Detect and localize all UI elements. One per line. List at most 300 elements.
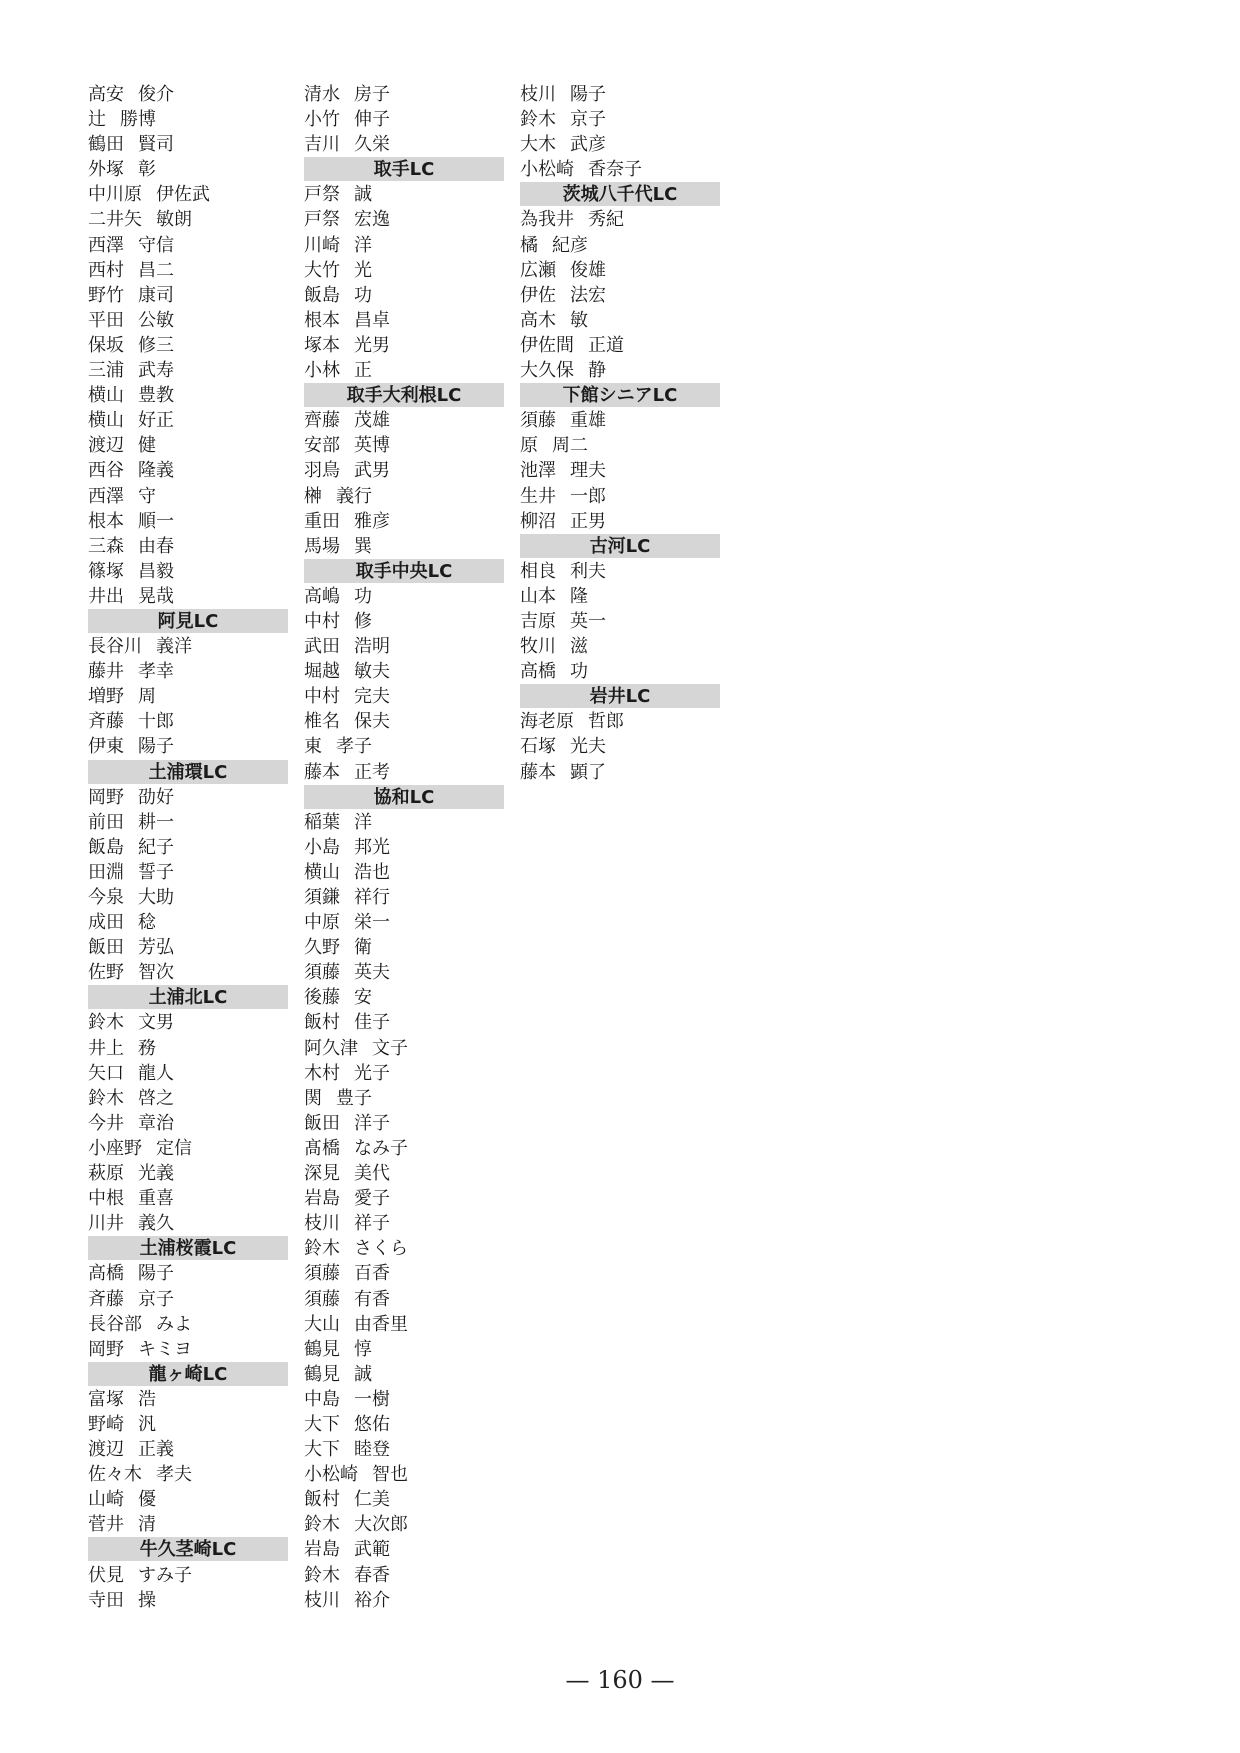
member-family-name: 山崎	[88, 1489, 124, 1511]
member-name-row	[520, 358, 720, 383]
member-given-name: 十郎	[138, 711, 174, 733]
member-family-name: 稲葉	[304, 811, 340, 833]
member-family-name: 高安	[88, 84, 124, 105]
member-name-row	[304, 182, 504, 207]
member-family-name: 深見	[304, 1163, 340, 1185]
member-name-row	[88, 1337, 288, 1362]
member-name-row	[304, 358, 504, 383]
member-family-name: 篠塚	[88, 560, 124, 582]
member-name-row	[88, 634, 288, 659]
member-given-name: 浩明	[354, 636, 390, 658]
member-family-name: 中原	[304, 912, 340, 934]
member-given-name: 龍人	[138, 1062, 174, 1084]
member-name-row	[304, 1412, 504, 1437]
member-name-row	[88, 1161, 288, 1186]
member-family-name: 枝川	[520, 84, 556, 105]
member-column-3	[520, 82, 720, 785]
member-family-name: 武田	[304, 636, 340, 658]
member-name-row	[88, 835, 288, 860]
member-given-name: 滋	[570, 636, 588, 658]
member-family-name: 藤井	[88, 661, 124, 683]
member-name-row	[520, 709, 720, 734]
member-name-row	[88, 484, 288, 509]
member-name-row	[88, 1387, 288, 1412]
member-given-name: 法宏	[570, 284, 606, 306]
member-given-name: 武男	[354, 460, 390, 482]
member-name-row	[304, 1261, 504, 1286]
member-name-row	[304, 433, 504, 458]
member-name-row	[520, 157, 720, 182]
member-family-name: 椎名	[304, 711, 340, 733]
member-given-name: 公敏	[138, 309, 174, 331]
member-name-row	[304, 1437, 504, 1462]
member-given-name: 房子	[354, 84, 390, 105]
member-given-name: 啓之	[138, 1087, 174, 1109]
member-name-row	[88, 1563, 288, 1588]
member-family-name: 大下	[304, 1439, 340, 1461]
member-given-name: 文子	[372, 1037, 408, 1059]
member-given-name: 秀紀	[588, 209, 624, 231]
member-name-row	[304, 132, 504, 157]
member-name-row	[88, 584, 288, 609]
member-name-row	[88, 207, 288, 232]
member-family-name: 岩島	[304, 1539, 340, 1561]
member-given-name: 由春	[138, 535, 174, 557]
member-family-name: 鈴木	[88, 1087, 124, 1109]
member-name-row	[304, 860, 504, 885]
member-family-name: 戸祭	[304, 209, 340, 231]
member-family-name: 井出	[88, 585, 124, 607]
member-given-name: 美代	[354, 1163, 390, 1185]
member-family-name: 生井	[520, 485, 556, 507]
member-given-name: みよ	[156, 1313, 192, 1335]
member-name-row	[520, 433, 720, 458]
member-given-name: 洋	[354, 811, 372, 833]
member-given-name: 光	[354, 259, 372, 281]
member-given-name: キミヨ	[138, 1338, 192, 1360]
member-family-name: 大木	[520, 134, 556, 156]
member-given-name: 睦登	[354, 1439, 390, 1461]
member-family-name: 西澤	[88, 485, 124, 507]
member-given-name: 祥子	[354, 1213, 390, 1235]
member-name-row	[520, 559, 720, 584]
member-given-name: 宏逸	[354, 209, 390, 231]
member-given-name: 周	[138, 686, 156, 708]
member-given-name: 賢司	[138, 134, 174, 156]
member-given-name: 光義	[138, 1163, 174, 1185]
member-name-row	[304, 1010, 504, 1035]
member-name-row	[520, 82, 720, 107]
member-family-name: 重田	[304, 510, 340, 532]
member-family-name: 斉藤	[88, 711, 124, 733]
member-name-row	[304, 1111, 504, 1136]
member-name-row	[88, 182, 288, 207]
member-given-name: 昌二	[138, 259, 174, 281]
member-name-row	[520, 659, 720, 684]
member-given-name: 晃哉	[138, 585, 174, 607]
member-given-name: 優	[138, 1489, 156, 1511]
club-section-header: 岩井LC	[520, 684, 720, 708]
member-given-name: 順一	[138, 510, 174, 532]
member-given-name: 顕了	[570, 761, 606, 783]
member-given-name: 武寿	[138, 360, 174, 382]
member-name-row	[88, 910, 288, 935]
club-section-header: 牛久茎崎LC	[88, 1537, 288, 1561]
member-family-name: 横山	[88, 385, 124, 407]
member-family-name: 伊佐	[520, 284, 556, 306]
member-given-name: 孝夫	[156, 1464, 192, 1486]
member-given-name: 春香	[354, 1564, 390, 1586]
member-family-name: 山本	[520, 585, 556, 607]
member-family-name: 久野	[304, 937, 340, 959]
member-name-row	[304, 1588, 504, 1613]
member-family-name: 今井	[88, 1112, 124, 1134]
member-family-name: 外塚	[88, 159, 124, 181]
member-name-row	[520, 634, 720, 659]
member-family-name: 大竹	[304, 259, 340, 281]
member-name-row	[88, 1512, 288, 1537]
member-given-name: 仁美	[354, 1489, 390, 1511]
member-family-name: 戸祭	[304, 184, 340, 206]
member-family-name: 大久保	[520, 360, 574, 382]
page-number: — 160 —	[565, 1666, 675, 1694]
member-given-name: すみ子	[138, 1564, 192, 1586]
member-name-row	[304, 333, 504, 358]
member-family-name: 相良	[520, 560, 556, 582]
member-given-name: 英一	[570, 610, 606, 632]
member-family-name: 長谷川	[88, 636, 142, 658]
member-given-name: 有香	[354, 1288, 390, 1310]
member-family-name: 藤本	[304, 761, 340, 783]
member-family-name: 田淵	[88, 861, 124, 883]
member-given-name: 昌卓	[354, 309, 390, 331]
member-name-row	[88, 1111, 288, 1136]
member-name-row	[304, 233, 504, 258]
member-given-name: 悠佑	[354, 1413, 390, 1435]
member-family-name: 海老原	[520, 711, 574, 733]
member-given-name: 香奈子	[588, 159, 642, 181]
member-family-name: 富塚	[88, 1388, 124, 1410]
member-family-name: 三森	[88, 535, 124, 557]
member-family-name: 中川原	[88, 184, 142, 206]
member-given-name: 汎	[138, 1413, 156, 1435]
member-name-row	[304, 484, 504, 509]
member-family-name: 岡野	[88, 1338, 124, 1360]
member-name-row	[304, 1312, 504, 1337]
member-given-name: 愛子	[354, 1188, 390, 1210]
member-name-row	[88, 785, 288, 810]
member-name-row	[88, 659, 288, 684]
member-name-row	[520, 609, 720, 634]
member-name-row	[304, 1136, 504, 1161]
member-family-name: 飯田	[88, 937, 124, 959]
member-name-row	[88, 1186, 288, 1211]
member-name-row	[520, 760, 720, 785]
member-given-name: 功	[354, 585, 372, 607]
member-given-name: 哲郎	[588, 711, 624, 733]
member-family-name: 飯島	[304, 284, 340, 306]
member-family-name: 西村	[88, 259, 124, 281]
member-name-row	[88, 1010, 288, 1035]
member-name-row	[88, 408, 288, 433]
member-given-name: 邦光	[354, 836, 390, 858]
club-section-header: 協和LC	[304, 785, 504, 809]
member-family-name: 小松崎	[304, 1464, 358, 1486]
member-name-row	[88, 1437, 288, 1462]
member-given-name: 正道	[588, 334, 624, 356]
club-section-header: 古河LC	[520, 534, 720, 558]
member-given-name: 文男	[138, 1012, 174, 1034]
member-name-row	[520, 408, 720, 433]
member-name-row	[88, 1412, 288, 1437]
member-given-name: 章治	[138, 1112, 174, 1134]
member-family-name: 寺田	[88, 1589, 124, 1611]
member-given-name: 誠	[354, 184, 372, 206]
member-name-row	[88, 82, 288, 107]
member-given-name: 耕一	[138, 811, 174, 833]
member-family-name: 飯島	[88, 836, 124, 858]
member-family-name: 大下	[304, 1413, 340, 1435]
member-family-name: 小竹	[304, 109, 340, 131]
member-family-name: 須藤	[304, 1263, 340, 1285]
member-given-name: 理夫	[570, 460, 606, 482]
member-family-name: 鈴木	[304, 1564, 340, 1586]
member-family-name: 萩原	[88, 1163, 124, 1185]
member-given-name: 義行	[336, 485, 372, 507]
member-name-row	[304, 82, 504, 107]
member-name-row	[520, 484, 720, 509]
member-name-row	[520, 207, 720, 232]
member-family-name: 須藤	[304, 962, 340, 984]
member-family-name: 小座野	[88, 1137, 142, 1159]
member-given-name: 光男	[354, 334, 390, 356]
club-section-header: 取手中央LC	[304, 559, 504, 583]
member-given-name: さくら	[354, 1238, 408, 1260]
member-family-name: 渡辺	[88, 435, 124, 457]
member-name-row	[520, 283, 720, 308]
member-family-name: 高橋	[520, 661, 556, 683]
member-given-name: 衛	[354, 937, 372, 959]
member-family-name: 佐々木	[88, 1464, 142, 1486]
member-name-row	[520, 258, 720, 283]
member-family-name: 根本	[88, 510, 124, 532]
member-given-name: 敏朗	[156, 209, 192, 231]
member-name-row	[304, 760, 504, 785]
member-name-row	[304, 207, 504, 232]
member-family-name: 広瀬	[520, 259, 556, 281]
member-name-row	[88, 885, 288, 910]
member-name-row	[520, 132, 720, 157]
member-family-name: 中村	[304, 610, 340, 632]
member-given-name: 静	[588, 360, 606, 382]
member-family-name: 吉川	[304, 134, 340, 156]
member-given-name: 光夫	[570, 736, 606, 758]
member-given-name: 久栄	[354, 134, 390, 156]
member-family-name: 飯田	[304, 1112, 340, 1134]
member-family-name: 池澤	[520, 460, 556, 482]
member-name-row	[88, 258, 288, 283]
member-given-name: 守信	[138, 234, 174, 256]
member-given-name: 義久	[138, 1213, 174, 1235]
member-name-row	[88, 960, 288, 985]
member-name-row	[88, 935, 288, 960]
member-given-name: 俊雄	[570, 259, 606, 281]
member-given-name: 功	[354, 284, 372, 306]
member-name-row	[304, 1387, 504, 1412]
member-name-row	[88, 1061, 288, 1086]
member-family-name: 鈴木	[520, 109, 556, 131]
member-family-name: 鶴見	[304, 1363, 340, 1385]
member-name-row	[88, 860, 288, 885]
member-family-name: 西澤	[88, 234, 124, 256]
member-given-name: 浩	[138, 1388, 156, 1410]
member-given-name: 安	[354, 987, 372, 1009]
member-name-row	[88, 132, 288, 157]
member-family-name: 辻	[88, 109, 106, 131]
member-name-row	[88, 358, 288, 383]
member-family-name: 三浦	[88, 360, 124, 382]
member-given-name: 稔	[138, 912, 156, 934]
member-family-name: 羽鳥	[304, 460, 340, 482]
member-family-name: 渡辺	[88, 1439, 124, 1461]
member-given-name: 陽子	[138, 736, 174, 758]
member-family-name: 髙橋	[304, 1137, 340, 1159]
member-given-name: 武彦	[570, 134, 606, 156]
member-family-name: 鶴田	[88, 134, 124, 156]
member-given-name: 茂雄	[354, 410, 390, 432]
member-family-name: 矢口	[88, 1062, 124, 1084]
member-family-name: 齊藤	[304, 410, 340, 432]
member-family-name: 菅井	[88, 1514, 124, 1536]
member-family-name: 堀越	[304, 661, 340, 683]
member-given-name: 康司	[138, 284, 174, 306]
member-given-name: 守	[138, 485, 156, 507]
member-given-name: 健	[138, 435, 156, 457]
member-name-row	[520, 308, 720, 333]
member-name-row	[304, 935, 504, 960]
member-family-name: 高木	[520, 309, 556, 331]
member-family-name: 枝川	[304, 1589, 340, 1611]
member-family-name: 鈴木	[304, 1238, 340, 1260]
member-given-name: 功	[570, 661, 588, 683]
member-name-row	[88, 333, 288, 358]
member-family-name: 吉原	[520, 610, 556, 632]
member-name-row	[88, 1036, 288, 1061]
member-name-row	[304, 308, 504, 333]
member-name-row	[304, 634, 504, 659]
member-name-row	[304, 734, 504, 759]
member-name-row	[88, 107, 288, 132]
member-name-row	[88, 233, 288, 258]
club-section-header: 取手LC	[304, 157, 504, 181]
member-name-row	[88, 534, 288, 559]
member-given-name: 昌毅	[138, 560, 174, 582]
member-given-name: 孝幸	[138, 661, 174, 683]
member-family-name: 柳沼	[520, 510, 556, 532]
member-family-name: 横山	[304, 861, 340, 883]
member-name-row	[304, 910, 504, 935]
member-name-row	[88, 1487, 288, 1512]
member-given-name: 修三	[138, 334, 174, 356]
member-given-name: 重喜	[138, 1188, 174, 1210]
member-family-name: 安部	[304, 435, 340, 457]
member-given-name: 京子	[138, 1288, 174, 1310]
member-family-name: 川井	[88, 1213, 124, 1235]
member-given-name: 紀子	[138, 836, 174, 858]
member-name-row	[88, 1261, 288, 1286]
member-given-name: 誓子	[138, 861, 174, 883]
member-family-name: 伊東	[88, 736, 124, 758]
member-given-name: 智也	[372, 1464, 408, 1486]
member-given-name: 好正	[138, 410, 174, 432]
member-name-row	[304, 1186, 504, 1211]
member-name-row	[304, 1061, 504, 1086]
member-family-name: 榊	[304, 485, 322, 507]
member-given-name: 洋	[354, 234, 372, 256]
member-given-name: 操	[138, 1589, 156, 1611]
member-name-row	[88, 1086, 288, 1111]
member-given-name: 大次郎	[354, 1514, 408, 1536]
member-name-row	[304, 1287, 504, 1312]
member-given-name: 佳子	[354, 1012, 390, 1034]
member-family-name: 清水	[304, 84, 340, 105]
member-family-name: 藤本	[520, 761, 556, 783]
member-family-name: 中島	[304, 1388, 340, 1410]
member-name-row	[304, 960, 504, 985]
member-given-name: 由香里	[354, 1313, 408, 1335]
member-family-name: 岡野	[88, 786, 124, 808]
member-given-name: 豊教	[138, 385, 174, 407]
member-name-row	[304, 684, 504, 709]
member-name-row	[88, 383, 288, 408]
member-family-name: 須藤	[520, 410, 556, 432]
member-family-name: 長谷部	[88, 1313, 142, 1335]
member-family-name: 枝川	[304, 1213, 340, 1235]
member-name-row	[304, 408, 504, 433]
member-given-name: 一樹	[354, 1388, 390, 1410]
member-family-name: 原	[520, 435, 538, 457]
member-name-row	[88, 1136, 288, 1161]
member-given-name: 芳弘	[138, 937, 174, 959]
member-name-row	[304, 1362, 504, 1387]
member-family-name: 小林	[304, 360, 340, 382]
member-family-name: 大山	[304, 1313, 340, 1335]
club-section-header: 茨城八千代LC	[520, 182, 720, 206]
member-given-name: 彰	[138, 159, 156, 181]
member-name-row	[88, 433, 288, 458]
member-name-row	[304, 1487, 504, 1512]
member-name-row	[304, 1563, 504, 1588]
member-family-name: 飯村	[304, 1489, 340, 1511]
member-given-name: 周二	[552, 435, 588, 457]
member-given-name: 正男	[570, 510, 606, 532]
member-given-name: 俊介	[138, 84, 174, 105]
club-section-header: 土浦環LC	[88, 760, 288, 784]
member-name-row	[304, 107, 504, 132]
member-family-name: 中根	[88, 1188, 124, 1210]
member-given-name: 武範	[354, 1539, 390, 1561]
member-given-name: 隆	[570, 585, 588, 607]
member-given-name: 豊子	[336, 1087, 372, 1109]
member-name-row	[88, 308, 288, 333]
member-name-row	[304, 534, 504, 559]
member-given-name: 正	[354, 360, 372, 382]
member-name-row	[304, 709, 504, 734]
member-family-name: 高嶋	[304, 585, 340, 607]
member-name-row	[304, 458, 504, 483]
member-name-row	[520, 107, 720, 132]
member-given-name: 洋子	[354, 1112, 390, 1134]
